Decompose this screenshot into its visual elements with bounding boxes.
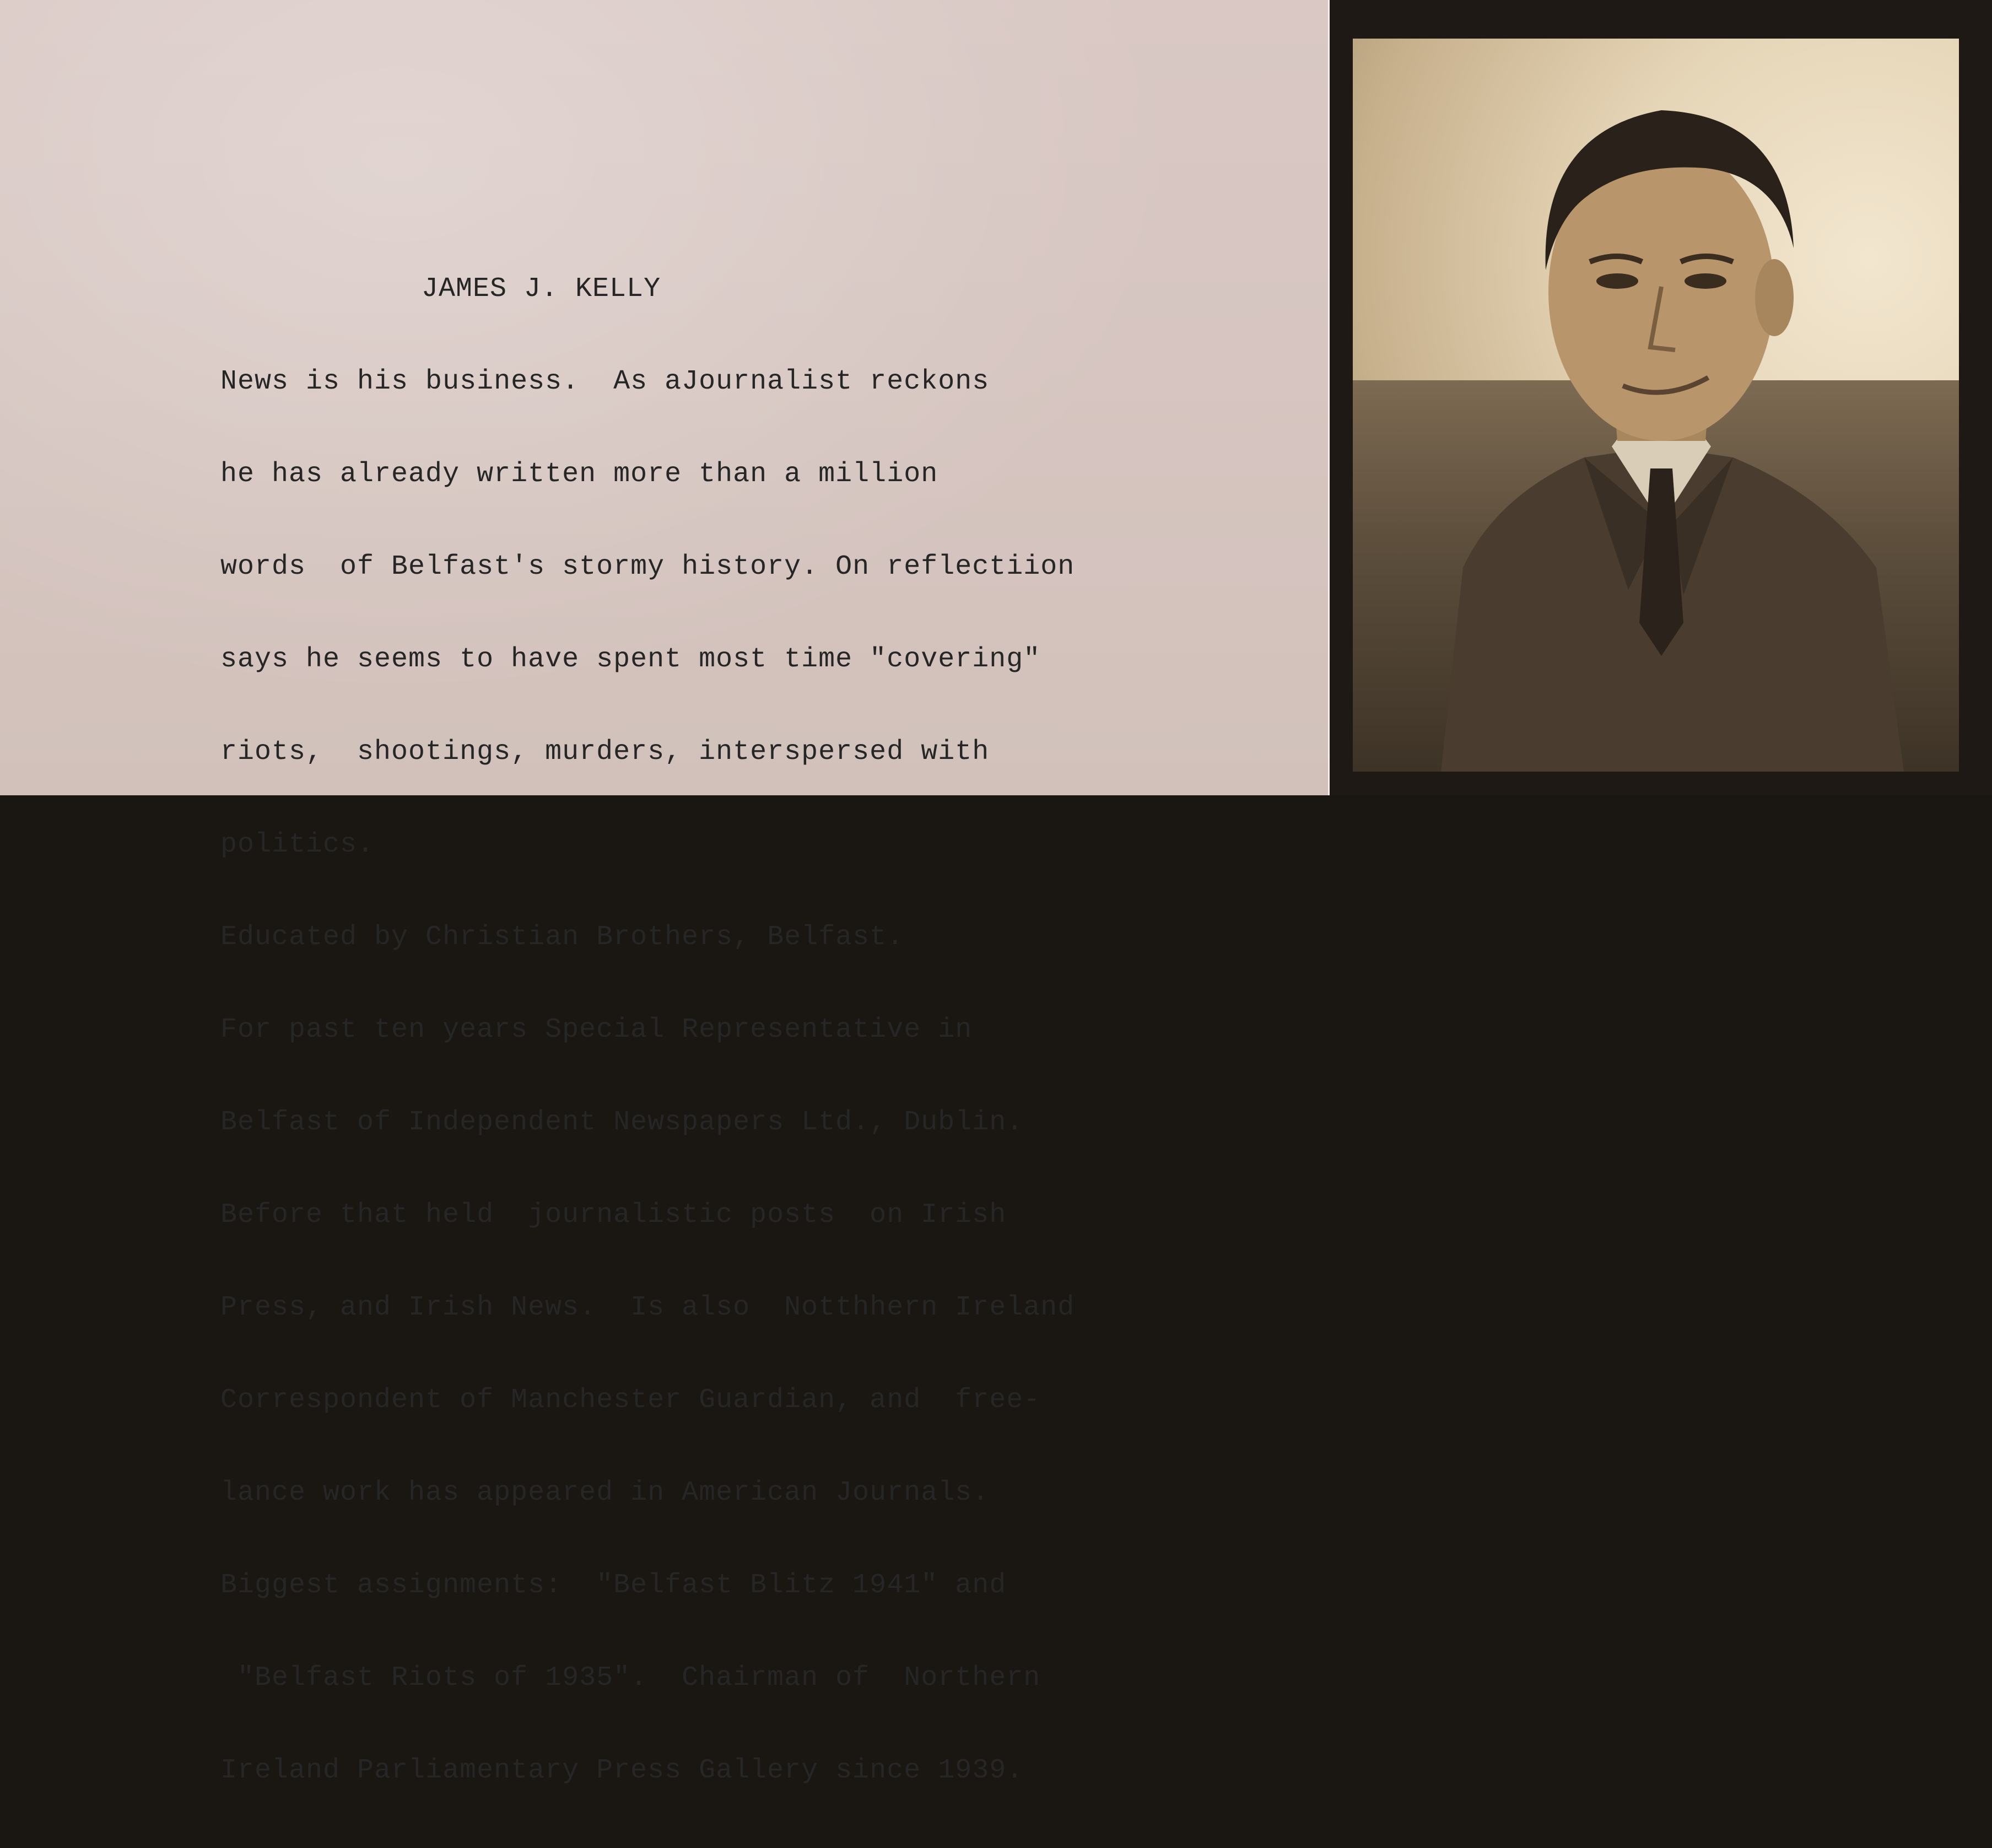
text-line: Correspondent of Manchester Guardian, and free- xyxy=(220,1384,1041,1416)
text-line: Biggest assignments: "Belfast Blitz 1941" and xyxy=(220,1570,1007,1601)
text-line: he has already written more than a million xyxy=(220,459,938,490)
text-line: Press, and Irish News. Is also Notthhern Ireland xyxy=(220,1292,1075,1323)
document-text xyxy=(220,212,1075,1848)
text-line: words of Belfast's stormy history. On reflectiion xyxy=(220,551,1075,583)
text-line: For past ten years Special Representative in xyxy=(220,1014,973,1046)
text-line: politics. xyxy=(220,829,375,860)
text-line: News is his business. As aJournalist reckons xyxy=(220,366,990,397)
text-line: lance work has appeared in American Journals. xyxy=(220,1477,990,1508)
text-line: Before that held journalistic posts on Irish xyxy=(220,1199,1007,1231)
portrait-photo xyxy=(1353,39,1959,772)
text-line: riots, shootings, murders, interspersed with xyxy=(220,736,990,768)
document-title: JAMES J. KELLY xyxy=(422,273,661,305)
portrait-figure xyxy=(1353,39,1959,772)
text-line: Educated by Christian Brothers, Belfast. xyxy=(220,922,904,953)
text-line: Belfast of Independent Newspapers Ltd., Dublin. xyxy=(220,1107,1024,1138)
text-line: says he seems to have spent most time "covering" xyxy=(220,644,1041,675)
text-line: "Belfast Riots of 1935". Chairman of Northern xyxy=(220,1662,1041,1694)
text-line: Ireland Parliamentary Press Gallery since 1939. xyxy=(220,1755,1024,1786)
